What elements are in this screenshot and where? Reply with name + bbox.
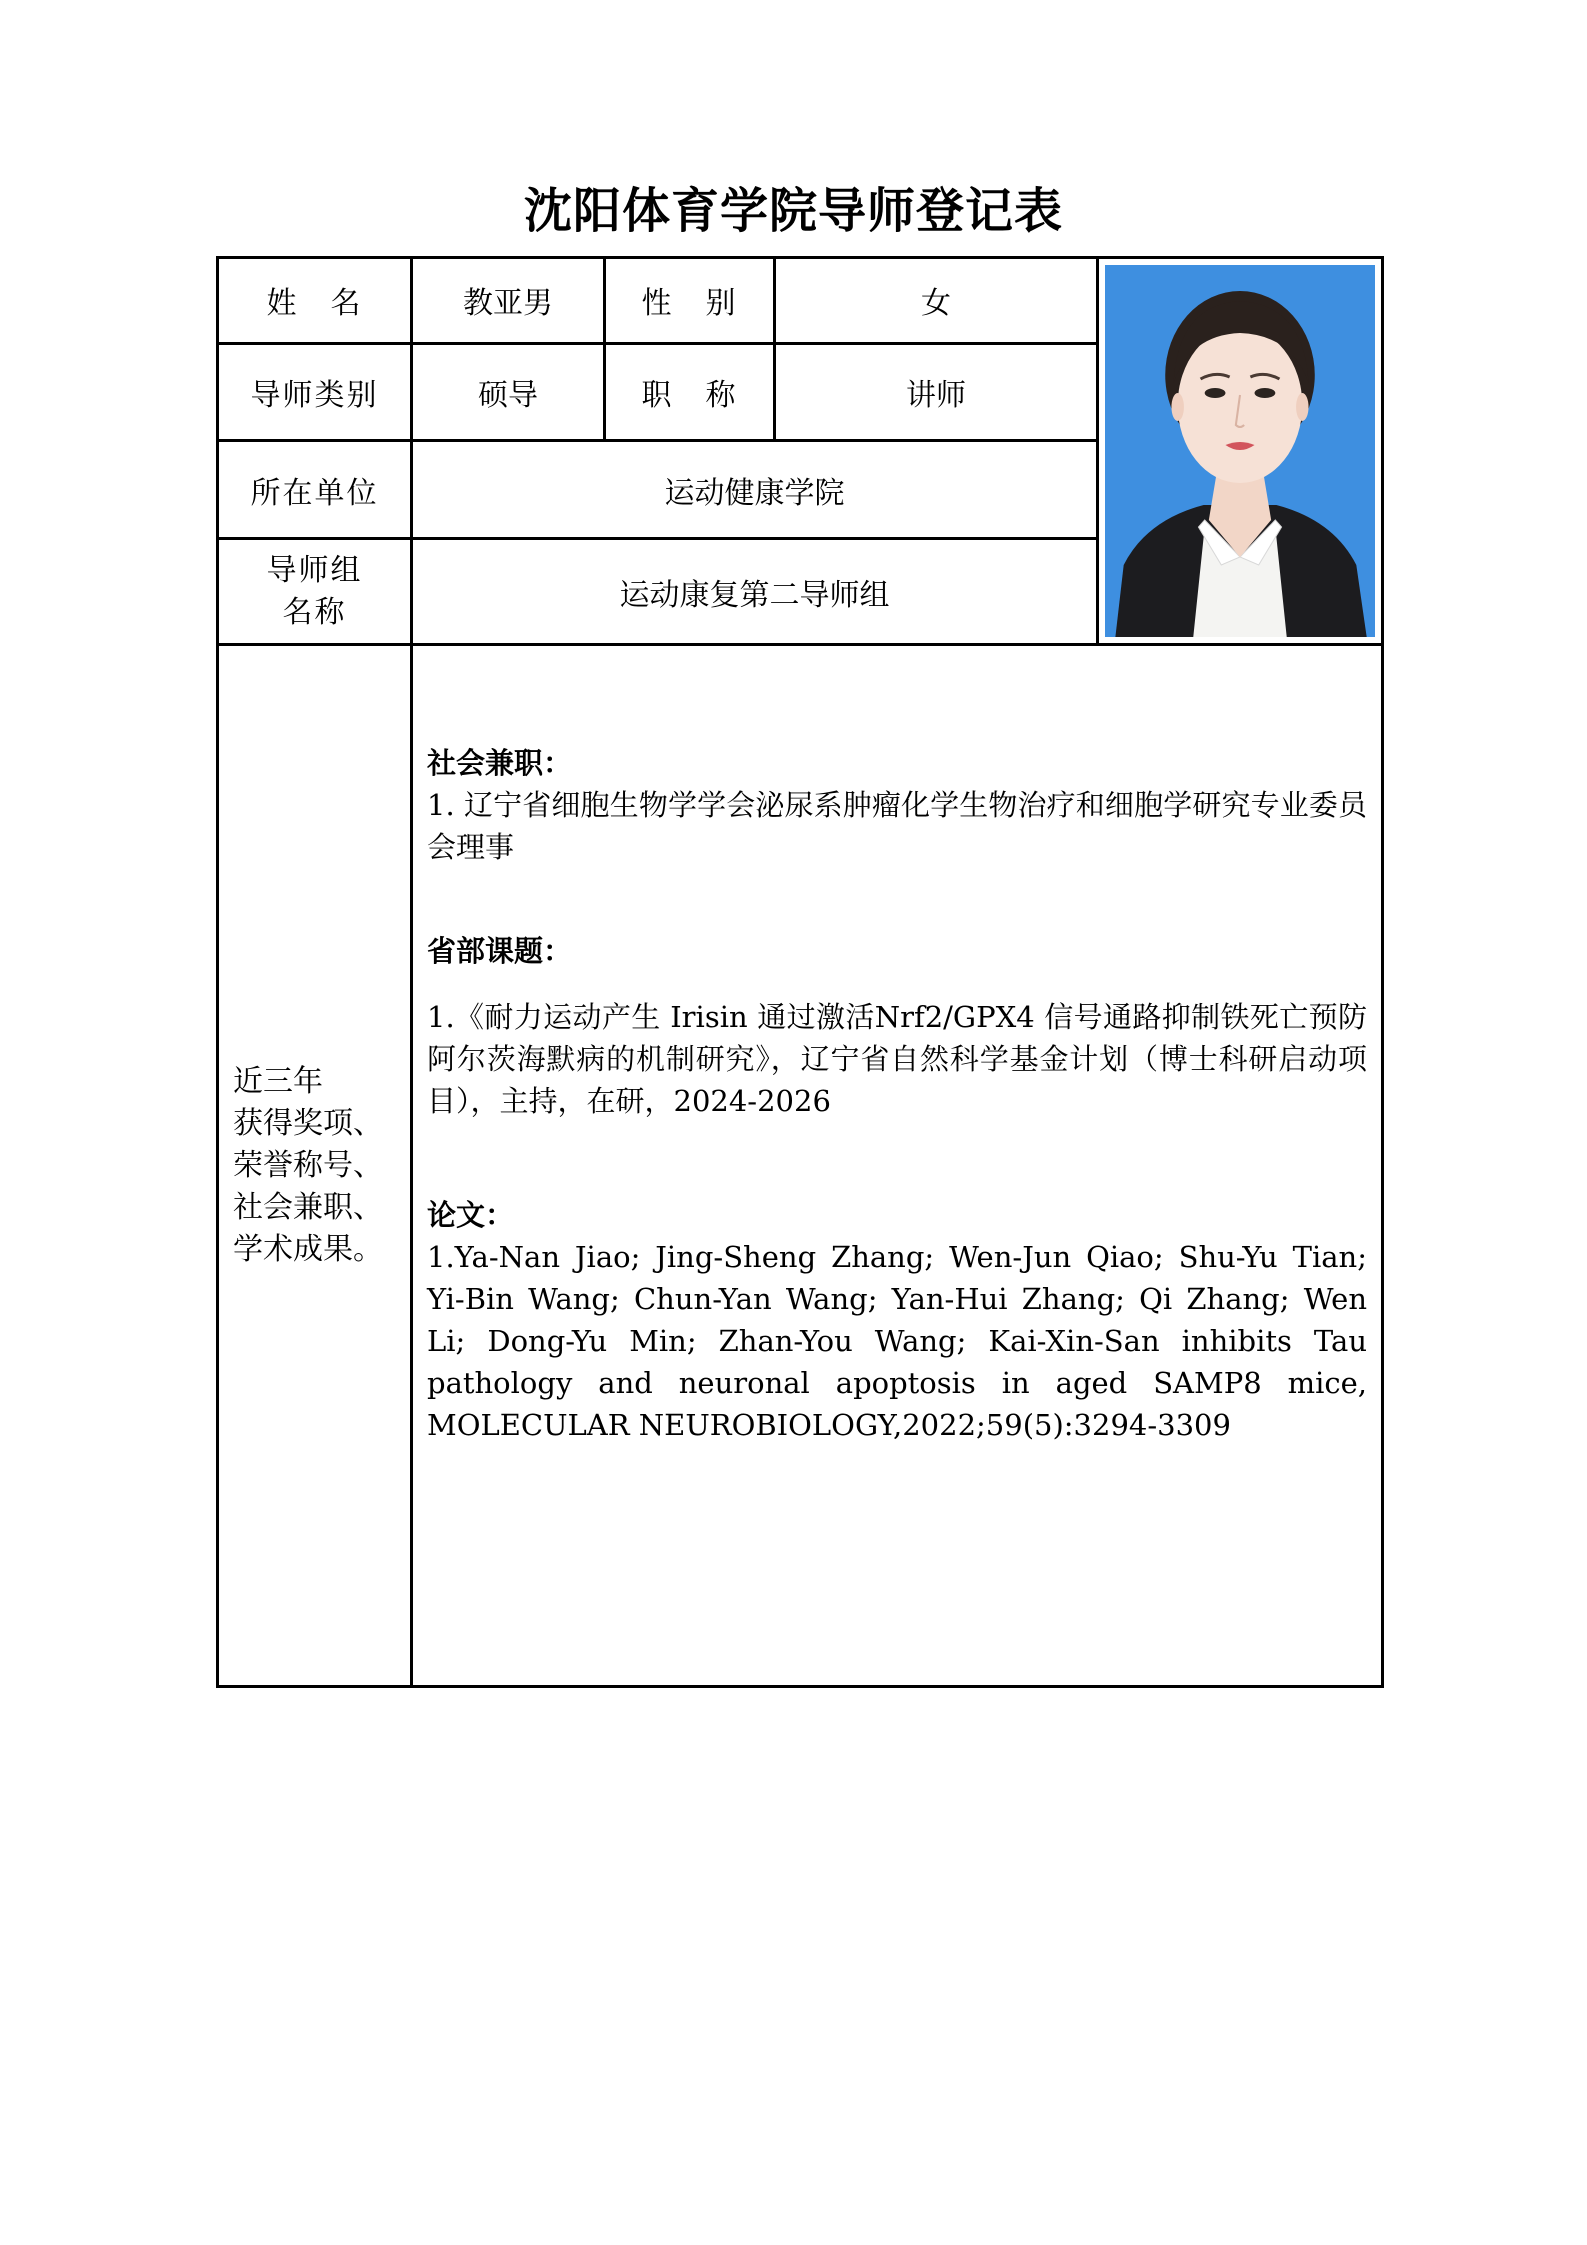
job-title-label: 职 称 — [605, 343, 775, 441]
gender-value: 女 — [775, 258, 1098, 344]
unit-label: 所在单位 — [218, 441, 412, 539]
portrait-icon — [1105, 265, 1375, 637]
achievements-label-line: 荣誉称号、 — [233, 1147, 383, 1183]
registration-form-table — [216, 256, 1384, 1688]
gender-label: 性 别 — [605, 258, 775, 344]
achievements-label-line: 近三年 — [233, 1063, 323, 1099]
social-item: 1. 辽宁省细胞生物学学会泌尿系肿瘤化学生物治疗和细胞学研究专业委员会理事 — [427, 788, 1367, 864]
achievements-label-line: 学术成果。 — [233, 1231, 383, 1267]
achievements-content — [412, 645, 1383, 1687]
name-value: 教亚男 — [412, 258, 605, 344]
photo-cell — [1098, 258, 1383, 645]
group-label-line2: 名称 — [282, 594, 347, 630]
tutor-type-value: 硕导 — [412, 343, 605, 441]
paper-item: 1.Ya-Nan Jiao; Jing-Sheng Zhang; Wen-Jun Qiao; Shu-Yu Tian; Yi-Bin Wang; Chun-Yan Wang; Yan-Hui Zhang; Qi Zhang; Wen Li; Dong-Yu Min; Zhan-You Wang; Kai-Xin-San inhibits Tau pathology and neuronal apoptosis in aged SAMP8 mice, MOLECULAR NEUROBIOLOGY,2022;59(5):3294-3309 — [427, 1240, 1367, 1442]
group-label-line1: 导师组 — [266, 552, 363, 588]
project-heading: 省部课题： — [427, 934, 573, 968]
name-label: 姓 名 — [218, 258, 412, 344]
job-title-value: 讲师 — [775, 343, 1098, 441]
page-title: 沈阳体育学院导师登记表 — [523, 183, 1063, 239]
portrait-photo — [1105, 265, 1375, 637]
paper-heading: 论文： — [427, 1198, 515, 1232]
achievements-label-line: 社会兼职、 — [233, 1189, 383, 1225]
group-value: 运动康复第二导师组 — [412, 539, 1098, 645]
group-label — [218, 539, 412, 645]
tutor-type-label: 导师类别 — [218, 343, 412, 441]
achievements-label — [218, 645, 412, 1687]
unit-value: 运动健康学院 — [412, 441, 1098, 539]
achievements-label-line: 获得奖项、 — [233, 1105, 383, 1141]
social-heading: 社会兼职： — [427, 746, 573, 780]
project-item: 1.《耐力运动产生 Irisin 通过激活Nrf2/GPX4 信号通路抑制铁死亡预防阿尔茨海默病的机制研究》，辽宁省自然科学基金计划（博士科研启动项目），主持，在研，2024-2026 — [427, 1000, 1367, 1118]
